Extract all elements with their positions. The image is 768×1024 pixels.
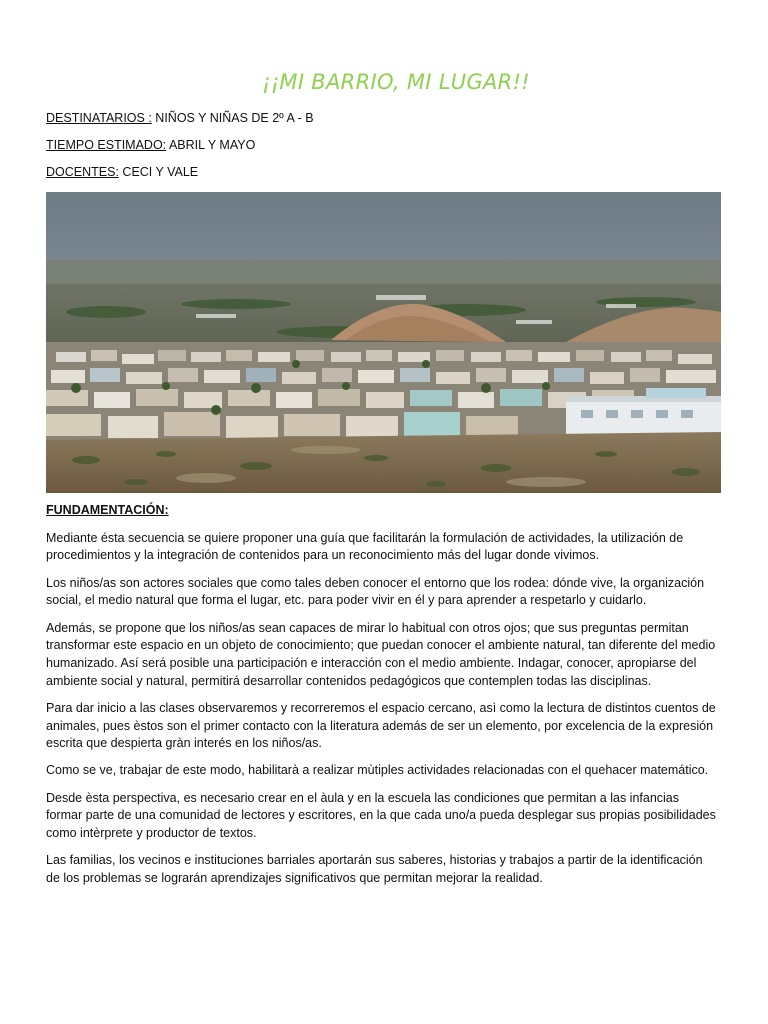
paragraph: Desde èsta perspectiva, es necesario crear en el àula y en la escuela las condiciones que permitan a las infancias formar parte de una comunidad de lectores y escritores, en la que cada uno/a pueda desplegar sus propias posibilidades como intèrprete y productor de textos. [46, 790, 716, 841]
meta-estimated-time-value: ABRIL Y MAYO [166, 138, 256, 152]
paragraph: Las familias, los vecinos e instituciones barriales aportarán sus saberes, historias y trabajos a partir de la identificación de los problemas se lograrán aprendizajes significativos que permitan mejorar la realidad. [46, 853, 703, 885]
neighborhood-photo [46, 192, 721, 493]
document-title: ¡¡MI BARRIO, MI LUGAR!! [261, 70, 531, 94]
paragraph: Como se ve, trabajar de este modo, habilitarà a realizar mùtiples actividades relacionadas con el quehacer matemático. [46, 763, 709, 778]
meta-teachers [46, 164, 198, 180]
meta-teachers-label: DOCENTES: [46, 165, 119, 179]
section-heading-fundamentacion: FUNDAMENTACIÓN: [46, 503, 169, 517]
meta-recipients-value: NIÑOS Y NIÑAS DE 2º A - B [151, 111, 314, 125]
paragraph: Para dar inicio a las clases observaremos y recorreremos el espacio cercano, asì como la lectura de distintos cuentos de animales, pues èstos son el primer contacto con la literatura además de ser un elemento, por excelencia de la expresión escrita que despierta gràn interés en los niños/as. [46, 700, 716, 751]
meta-recipients [46, 110, 314, 126]
paragraph: Mediante ésta secuencia se quiere proponer una guía que facilitarán la formulación de actividades, la utilización de procedimientos y la integración de contenidos para un reconocimiento más del lugar donde vivimos. [46, 530, 684, 563]
paragraph: Además, se propone que los niños/as sean capaces de mirar lo habitual con otros ojos; que sus preguntas permitan transformar este espacio en un objeto de conocimiento; que puedan conocer el ambiente natural, tan diferente del medio humanizado. Así será posible una participación e interacción con el medio ambiente. Indagar, conocer, apropiarse del ambiente social y natural, permitirá desarrollar contenidos pedagógicos que contemplen todas las disciplinas. [46, 620, 716, 688]
meta-teachers-value: CECI Y VALE [118, 165, 199, 179]
meta-estimated-time-label: TIEMPO ESTIMADO: [46, 138, 167, 152]
meta-estimated-time [46, 137, 255, 153]
meta-recipients-label: DESTINATARIOS : [46, 111, 152, 125]
neighborhood-landscape-image [46, 192, 721, 493]
paragraph: Los niños/as son actores sociales que como tales deben conocer el entorno que los rodea: dónde vive, la organización social, el medio natural que forma el lugar, etc. para poder vivir en él y para aprender a respetarlo y cuidarlo. [46, 575, 705, 608]
document-body [46, 502, 718, 897]
